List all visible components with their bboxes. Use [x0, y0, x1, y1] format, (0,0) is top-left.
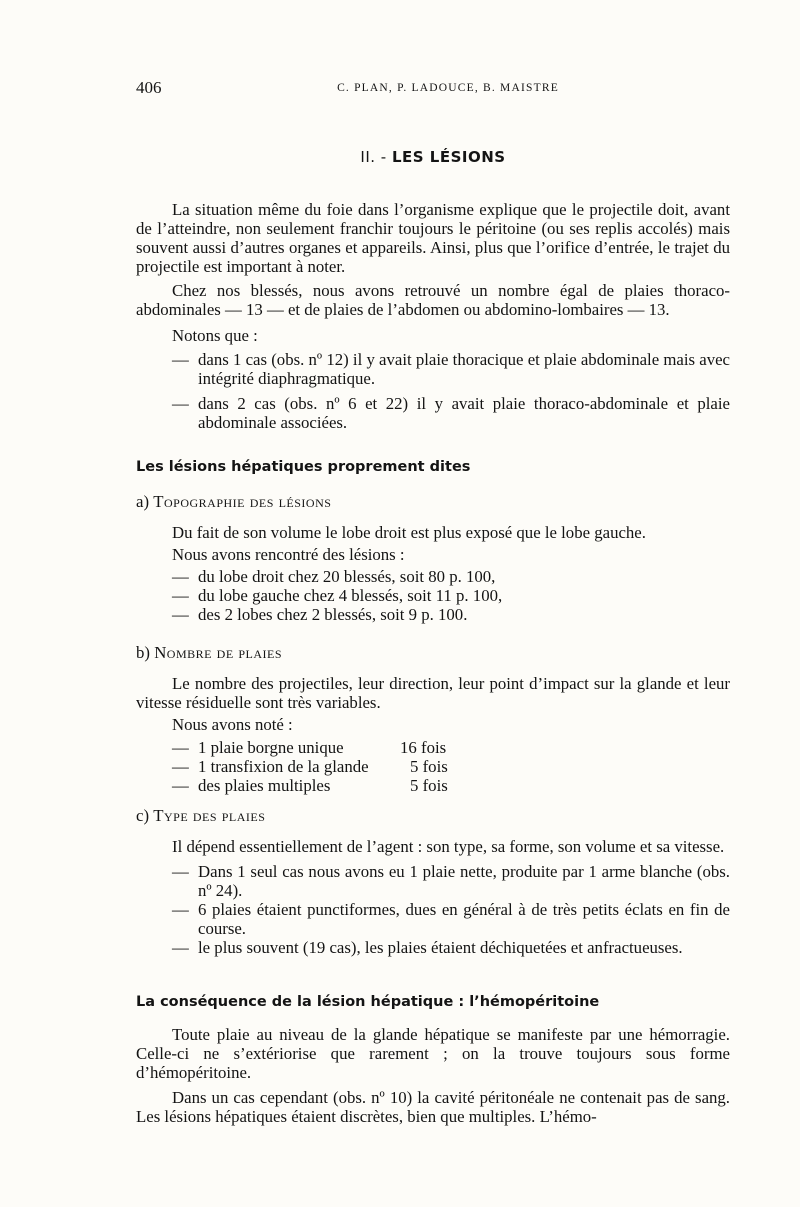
- dash-list: [136, 862, 730, 957]
- list-item: [136, 605, 730, 624]
- paragraph: Dans un cas cependant (obs. nº 10) la cavité péritonéale ne contenait pas de sang. Les lésions hépatiques étaient discrètes, bien que multiples. L’hémo-: [136, 1088, 730, 1126]
- dash-list: [136, 567, 730, 624]
- wound-type-section: [136, 806, 730, 957]
- heading-letter: c): [136, 806, 150, 825]
- paragraph: Notons que :: [172, 326, 258, 345]
- list-item: [136, 586, 730, 605]
- heading-letter: a): [136, 492, 150, 511]
- subsection-heading: Les lésions hépatiques proprement dites: [136, 459, 471, 475]
- paragraph: La situation même du foie dans l’organisme explique que le projectile doit, avant de l’atteindre, non seulement franchir toujours le péritoine (ou ses replis accolés) mais souvent aussi d’autres organes et appareils. Ainsi, plus que l’orifice d’entrée, le trajet du projectile est important à noter.: [136, 200, 730, 276]
- list-item: [136, 776, 730, 795]
- section-number: II. -: [360, 148, 387, 166]
- subheading: Topographie des lésions: [153, 492, 332, 511]
- section-heading: [136, 148, 730, 167]
- list-item-label: 1 plaie borgne unique: [198, 738, 344, 757]
- topography-section: [136, 492, 730, 624]
- paragraph: Du fait de son volume le lobe droit est plus exposé que le lobe gauche.: [172, 523, 646, 542]
- list-item: — Dans 1 seul cas nous avons eu 1 plaie nette, produite par 1 arme blanche (obs. nº 24).: [136, 862, 730, 900]
- list-item-count: 5 fois: [410, 757, 448, 776]
- paragraph: Le nombre des projectiles, leur direction, leur point d’impact sur la glande et leur vitesse résiduelle sont très variables.: [136, 674, 730, 712]
- paragraph: Nous avons noté :: [172, 715, 293, 734]
- subheading: Nombre de plaies: [154, 643, 283, 662]
- page-number: 406: [136, 78, 162, 97]
- count-list: [136, 738, 730, 795]
- consequence-section: [136, 1025, 730, 1126]
- subheading: Type des plaies: [153, 806, 266, 825]
- wound-count-section: [136, 643, 730, 795]
- paragraph: Toute plaie au niveau de la glande hépatique se manifeste par une hémorragie. Celle-ci ne s’extériorise que rarement ; on la trouve toujours sous forme d’hémopéritoine.: [136, 1025, 730, 1082]
- subsection-heading: La conséquence de la lésion hépatique : l’hémopéritoine: [136, 994, 600, 1010]
- list-item-text: des 2 lobes chez 2 blessés, soit 9 p. 100.: [198, 605, 468, 624]
- list-item-text: du lobe droit chez 20 blessés, soit 80 p. 100,: [198, 567, 496, 586]
- dash-list: [136, 350, 730, 432]
- list-item-label: des plaies multiples: [198, 776, 331, 795]
- running-title: C. PLAN, P. LADOUCE, B. MAISTRE: [337, 82, 559, 94]
- heading-letter: b): [136, 643, 150, 662]
- list-item-count: 5 fois: [410, 776, 448, 795]
- list-item: — dans 1 cas (obs. nº 12) il y avait plaie thoracique et plaie abdominale mais avec intégrité diaphragmatique.: [136, 350, 730, 388]
- page-header: [136, 78, 730, 102]
- intro-section: [136, 200, 730, 432]
- paragraph: Chez nos blessés, nous avons retrouvé un nombre égal de plaies thoraco-abdominales — 13 — et de plaies de l’abdomen ou abdomino-lombaires — 13.: [136, 281, 730, 319]
- paragraph: Nous avons rencontré des lésions :: [172, 545, 405, 564]
- list-item-label: 1 transfixion de la glande: [198, 757, 369, 776]
- section-title: LES LÉSIONS: [391, 148, 506, 166]
- list-item-text: du lobe gauche chez 4 blessés, soit 11 p. 100,: [198, 586, 503, 605]
- list-item: [136, 567, 730, 586]
- list-item: — 6 plaies étaient punctiformes, dues en général à de très petits éclats en fin de course.: [136, 900, 730, 938]
- list-item: — le plus souvent (19 cas), les plaies étaient déchiquetées et anfractueuses.: [136, 938, 730, 957]
- list-item: [136, 738, 730, 757]
- list-item-count: 16 fois: [400, 738, 447, 757]
- list-item: [136, 757, 730, 776]
- list-item: — dans 2 cas (obs. nº 6 et 22) il y avait plaie thoraco-abdominale et plaie abdominale associées.: [136, 394, 730, 432]
- paragraph: Il dépend essentiellement de l’agent : son type, sa forme, son volume et sa vitesse.: [172, 837, 725, 856]
